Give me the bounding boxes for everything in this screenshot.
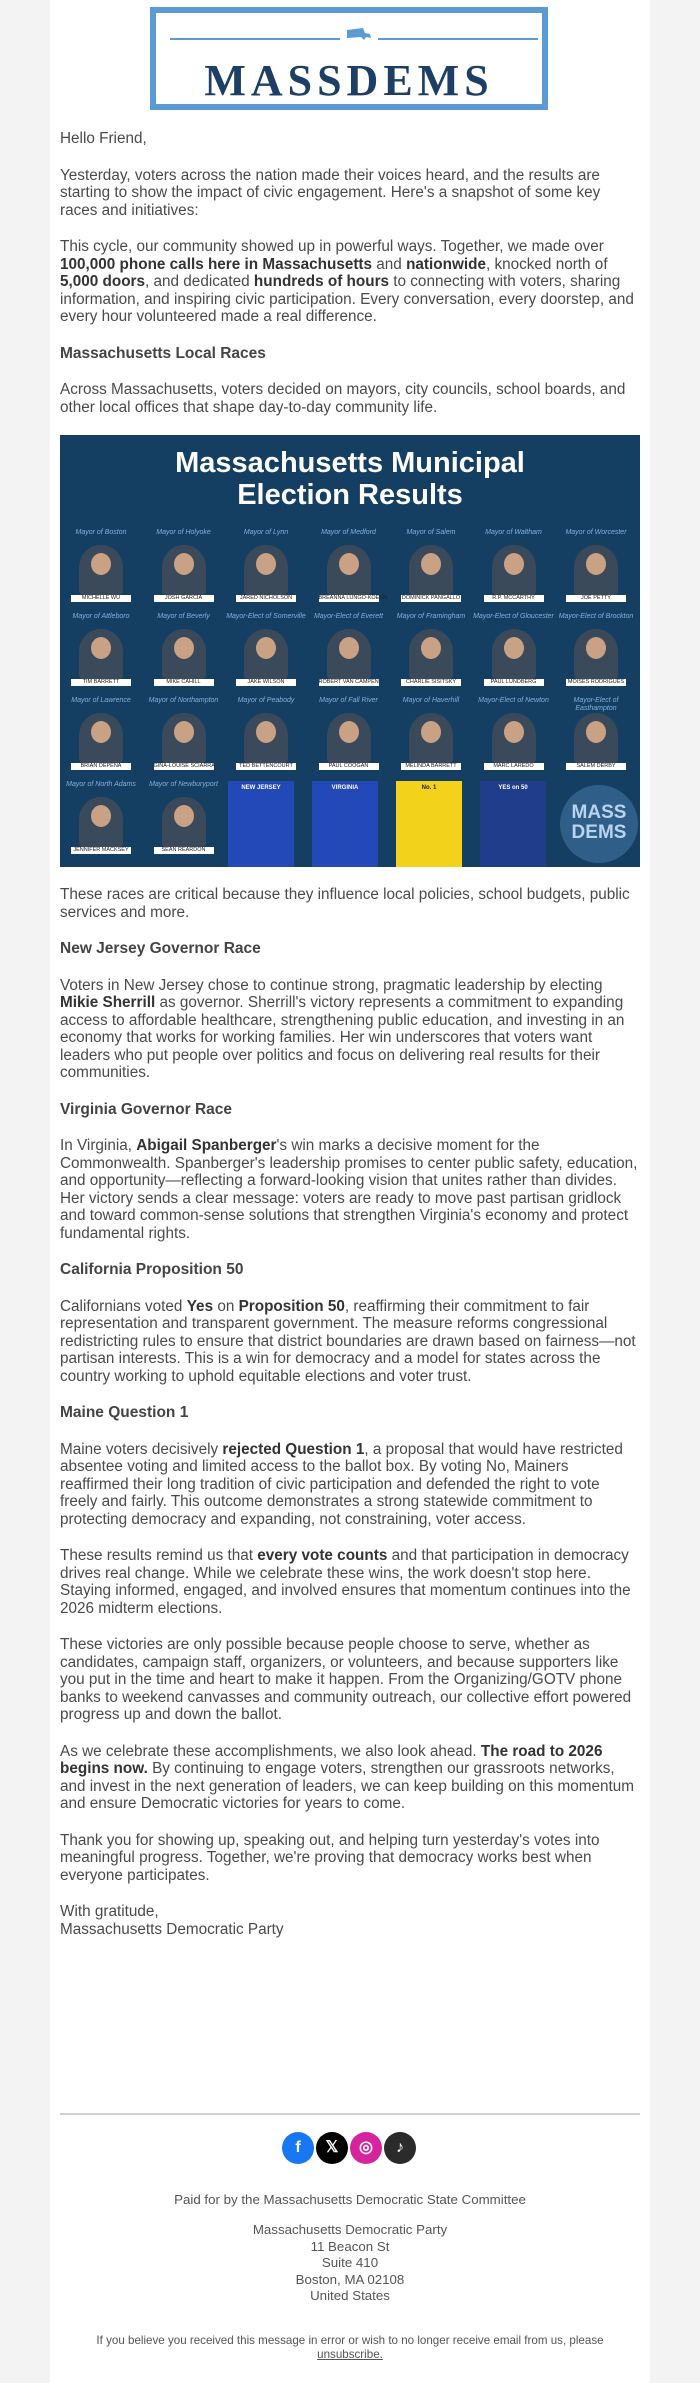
candidate-photo <box>79 797 123 847</box>
candidate-card <box>225 529 307 615</box>
va-paragraph: In Virginia, Abigail Spanberger's win marks a decisive moment for the Commonwealth. Spanberger's leadership promises to center public safety, education, and opportunity—reflecting a forward-looking vision that unites rather than divides. Her victory sends a clear message: voters are ready to move past partisan gridlock and toward common-sense solutions that strengthen Virginia's economy and protect fundamental rights. <box>60 1137 638 1242</box>
candidate-photo <box>79 545 123 595</box>
panel-label: NEW JERSEY <box>241 785 281 791</box>
candidate-card <box>60 529 142 615</box>
candidate-photo <box>574 713 618 763</box>
candidate-name: TED BETTENCOURT <box>236 763 296 770</box>
candidate-photo <box>162 713 206 763</box>
candidate-office: Mayor of Newburyport <box>149 781 218 788</box>
candidate-card <box>390 613 472 699</box>
candidate-card <box>308 613 390 699</box>
candidate-photo <box>162 797 206 847</box>
x-icon[interactable]: 𝕏 <box>316 2132 348 2164</box>
candidate-card <box>473 613 555 699</box>
candidate-card <box>60 697 142 783</box>
candidate-office: Mayor-Elect of Brockton <box>558 613 634 620</box>
candidate-photo <box>327 545 371 595</box>
candidate-photo <box>79 629 123 679</box>
candidate-office: Mayor of Salem <box>406 529 456 536</box>
facebook-icon[interactable]: f <box>282 2132 314 2164</box>
candidate-name: CHARLIE SISITSKY <box>401 679 461 686</box>
mailing-address: Massachusetts Democratic Party 11 Beacon St Suite 410 Boston, MA 02108 United States <box>252 2222 448 2303</box>
candidate-photo <box>162 545 206 595</box>
candidate-card <box>390 529 472 615</box>
community-paragraph: This cycle, our community showed up in powerful ways. Together, we made over 100,000 phone calls here in Massachusetts and nationwide, knocked north of 5,000 doors, and dedicated hundreds of hours to connecting with voters, sharing information, and inspiring civic participation. Every conversation, every doorstep, and every hour volunteered made a real difference. <box>60 238 634 325</box>
massdems-logo[interactable] <box>150 7 548 110</box>
candidate-name: PAUL LUNDBERG <box>484 679 544 686</box>
logo-text: MASSDEMS <box>204 56 494 105</box>
candidate-card <box>555 613 637 699</box>
candidate-card <box>555 529 637 615</box>
candidate-office: Mayor of Peabody <box>237 697 295 704</box>
candidate-name: R.P. MCCARTHY <box>484 595 544 602</box>
me-paragraph: Maine voters decisively rejected Question 1, a proposal that would have restricted absentee voting and limited access to the ballot box. By voting No, Mainers reaffirmed their long tradition of civic participation and defended the right to vote freely and fairly. This outcome demonstrates a strong statewide commitment to protecting democracy and expanding, not constraining, voter access. <box>60 1440 623 1528</box>
va-panel <box>312 781 378 867</box>
candidate-office: Mayor of Medford <box>321 529 376 536</box>
logo-rule-right <box>378 38 538 40</box>
local-races-heading: Massachusetts Local Races <box>60 344 266 362</box>
local-races-paragraph: Across Massachusetts, voters decided on mayors, city councils, school boards, and other local offices that shape day-to-day community life. <box>60 381 626 416</box>
unsubscribe-notice: If you believe you received this message in error or wish to no longer receive email from us, please unsubscribe. <box>96 2334 604 2361</box>
candidate-photo <box>492 713 536 763</box>
footer-divider <box>60 2113 640 2115</box>
candidate-name: JENNIFER MACKSEY <box>71 847 131 854</box>
candidate-name: BRIAN DEPENA <box>71 763 131 770</box>
ca-paragraph: Californians voted Yes on Proposition 50, reaffirming their commitment to fair representation and transparent government. The measure reforms congressional redistricting rules to ensure that district boundaries are drawn based on fairness—not partisan interests. This is a win for democracy and a model for states across the country working to uphold equitable elections and voter trust. <box>60 1297 636 1385</box>
candidate-card <box>60 781 142 867</box>
candidate-name: PAUL COOGAN <box>319 763 379 770</box>
me-heading: Maine Question 1 <box>60 1404 189 1421</box>
candidate-card <box>390 697 472 783</box>
maine-panel <box>396 781 462 867</box>
candidate-photo <box>244 545 288 595</box>
candidate-office: Mayor of Lynn <box>243 529 289 536</box>
candidate-name: MIKE CAHILL <box>154 679 214 686</box>
candidate-photo <box>162 629 206 679</box>
candidate-name: GINA-LOUISE SCIARRA <box>153 763 215 769</box>
ca-heading: California Proposition 50 <box>60 1261 244 1278</box>
candidate-card <box>225 613 307 699</box>
candidate-photo <box>327 629 371 679</box>
nj-panel <box>228 781 294 867</box>
candidate-card <box>60 613 142 699</box>
candidate-office: Mayor-Elect of Gloucester <box>473 613 554 620</box>
candidate-office: Mayor-Elect of Newton <box>478 697 549 704</box>
va-heading: Virginia Governor Race <box>60 1100 232 1118</box>
candidate-card <box>143 529 225 615</box>
candidate-photo <box>492 545 536 595</box>
email-body <box>50 0 650 2383</box>
instagram-icon[interactable]: ◎ <box>350 2132 382 2164</box>
candidate-office: Mayor-Elect of Easthampton <box>573 697 619 712</box>
candidate-office: Mayor of Worcester <box>565 529 627 536</box>
candidate-card <box>308 529 390 615</box>
candidate-photo <box>244 629 288 679</box>
nj-paragraph: Voters in New Jersey chose to continue strong, pragmatic leadership by electing Mikie Sherrill as governor. Sherrill's victory represents a commitment to expanding access to affordable healthcare, strengthening public education, and investing in an economy that works for working families. Her win underscores that voters want leaders who put people over politics and focus on delivering real results for their communities. <box>60 976 625 1081</box>
intro-paragraph: Yesterday, voters across the nation made their voices heard, and the results are starting to show the impact of civic engagement. Here's a snapshot of some key races and initiatives: <box>60 166 601 219</box>
candidate-card <box>143 613 225 699</box>
candidate-office: Mayor of North Adams <box>66 781 136 788</box>
candidate-card <box>225 697 307 783</box>
victories-paragraph: These victories are only possible because people choose to serve, whether as candidates, campaign staff, organizers, or volunteers, and because supporters like you put in the time and heart to make it happen. From the Organizing/GOTV phone banks to weekend canvasses and community outreach, our collective effort powered progress up and down the ballot. <box>60 1636 632 1723</box>
candidate-card <box>143 697 225 783</box>
panel-label: No. 1 <box>421 785 437 791</box>
unsubscribe-link[interactable]: unsubscribe. <box>317 2348 383 2361</box>
candidate-office: Mayor of Waltham <box>485 529 542 536</box>
logo-rule-left <box>170 38 340 40</box>
candidate-name: SALEM DERBY <box>566 763 626 770</box>
candidate-office: Mayor of Boston <box>75 529 127 536</box>
tiktok-icon[interactable]: ♪ <box>384 2132 416 2164</box>
candidate-photo <box>574 629 618 679</box>
candidate-name: MOISES RODRIGUES <box>567 679 625 685</box>
candidate-photo <box>327 713 371 763</box>
candidate-office: Mayor of Haverhill <box>402 697 460 704</box>
candidate-photo <box>79 713 123 763</box>
paid-for-disclaimer: Paid for by the Massachusetts Democratic State Committee <box>174 2192 526 2207</box>
nj-heading: New Jersey Governor Race <box>60 940 261 957</box>
candidate-photo <box>409 629 453 679</box>
municipal-results-banner <box>60 435 640 867</box>
candidate-card <box>473 529 555 615</box>
massachusetts-state-icon <box>346 25 372 43</box>
candidate-name: JOSH GARCIA <box>154 595 214 602</box>
greeting: Hello Friend, <box>60 130 147 147</box>
candidate-office: Mayor of Attleboro <box>72 613 130 620</box>
massdems-circle-logo: MASS DEMS <box>560 785 638 863</box>
candidate-photo <box>409 545 453 595</box>
remind-paragraph: These results remind us that every vote counts and that participation in democracy drives real change. While we celebrate these wins, the work doesn't stop here. Staying informed, engaged, and involved ensures that momentum continues into the 2026 midterm elections. <box>60 1547 631 1617</box>
candidate-name: JARED NICHOLSON <box>236 595 296 602</box>
panel-label: YES on 50 <box>498 785 528 791</box>
candidate-name: MARC LAREDO <box>484 763 544 770</box>
candidate-name: DOMINICK PANGALLO <box>401 595 461 601</box>
candidate-office: Mayor-Elect of Somerville <box>226 613 306 620</box>
panel-label: VIRGINIA <box>331 785 359 791</box>
candidate-card <box>308 697 390 783</box>
candidate-name: MELINDA BARRETT <box>401 763 461 770</box>
candidate-office: Mayor-Elect of Everett <box>313 613 384 620</box>
thanks-paragraph: Thank you for showing up, speaking out, and helping turn yesterday's votes into meaningful progress. Together, we're proving that democracy works best when everyone participates. <box>60 1831 600 1884</box>
candidate-photo <box>409 713 453 763</box>
candidate-name: SEAN REARDON <box>154 847 214 854</box>
banner-title: Massachusetts Municipal Election Results <box>175 447 525 511</box>
candidate-name: BREANNA LUNGO-KOEHN <box>318 595 388 601</box>
candidate-office: Mayor of Northampton <box>148 697 219 704</box>
candidate-photo <box>244 713 288 763</box>
candidate-office: Mayor of Fall River <box>319 697 378 704</box>
candidate-name: JOE PETTY <box>566 595 626 602</box>
candidate-office: Mayor of Holyoke <box>156 529 211 536</box>
signoff: With gratitude, Massachusetts Democratic Party <box>60 1903 284 1938</box>
candidate-name: JAKE WILSON <box>236 679 296 686</box>
candidate-name: ROBERT VAN CAMPEN <box>318 679 379 685</box>
ahead-paragraph: As we celebrate these accomplishments, we also look ahead. The road to 2026 begins now. By continuing to engage voters, strengthen our grassroots networks, and invest in the next generation of leaders, we can keep building on this momentum and ensure Democratic victories for years to come. <box>60 1742 634 1812</box>
candidate-office: Mayor of Beverly <box>157 613 210 620</box>
candidate-office: Mayor of Lawrence <box>71 697 131 704</box>
candidate-photo <box>492 629 536 679</box>
message-content <box>60 130 640 1957</box>
candidate-card <box>143 781 225 867</box>
candidate-name: MICHELLE WU <box>71 595 131 602</box>
critical-paragraph: These races are critical because they influence local policies, school budgets, public services and more. <box>60 886 630 921</box>
candidate-name: TIM BARRETT <box>71 679 131 686</box>
prop50-panel <box>480 781 546 867</box>
candidate-office: Mayor of Framingham <box>396 613 466 620</box>
candidate-photo <box>574 545 618 595</box>
candidate-card <box>473 697 555 783</box>
candidate-card <box>555 697 637 783</box>
